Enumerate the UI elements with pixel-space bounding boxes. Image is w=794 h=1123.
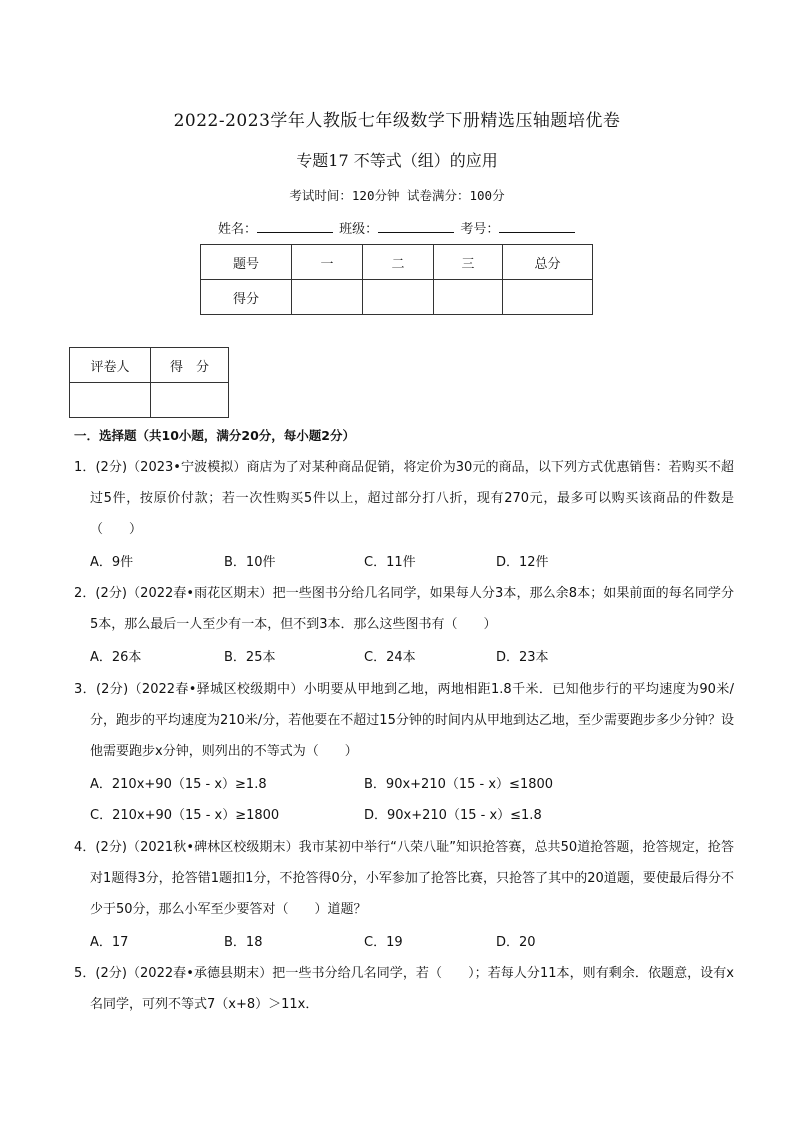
number-field[interactable] [499, 220, 575, 233]
option-d[interactable]: D．23本 [496, 650, 549, 665]
score-header-cell: 二 [363, 245, 434, 280]
score-cell[interactable] [292, 280, 363, 315]
question-2 [74, 578, 734, 671]
option-a[interactable]: A．210x+90（15 - x）≥1.8 [90, 777, 267, 792]
question-options [74, 767, 734, 798]
grader-header-cell: 得 分 [151, 348, 229, 383]
score-row-label: 得分 [201, 280, 292, 315]
option-a[interactable]: A．9件 [90, 555, 134, 570]
option-d[interactable]: D．12件 [496, 555, 549, 570]
grader-row [70, 383, 229, 418]
score-header-cell: 题号 [201, 245, 292, 280]
option-d[interactable]: D．20 [496, 935, 536, 950]
option-c[interactable]: C．19 [364, 935, 403, 950]
option-c[interactable]: C．24本 [364, 650, 416, 665]
exam-info: 考试时间：120分钟 试卷满分：100分 [289, 188, 505, 203]
grader-header-row [70, 348, 229, 383]
option-a[interactable]: A．17 [90, 935, 129, 950]
option-b[interactable]: B．10件 [224, 555, 276, 570]
question-text: 2．(2分)（2022春•雨花区期末）把一些图书分给几名同学，如果每人分3本，那么余8本；如果前面的每名同学分5本，那么最后一人至少有一本，但不到3本．那么这些图书有（ ） [74, 586, 734, 632]
class-field[interactable] [378, 220, 454, 233]
score-table-row [201, 280, 593, 315]
option-a[interactable]: A．26本 [90, 650, 142, 665]
section-heading: 一．选择题（共10小题，满分20分，每小题2分） [74, 428, 355, 443]
question-options [74, 545, 734, 576]
score-cell[interactable] [363, 280, 434, 315]
grader-cell[interactable] [70, 383, 151, 418]
score-cell[interactable] [434, 280, 503, 315]
document-title: 2022-2023学年人教版七年级数学下册精选压轴题培优卷 [173, 111, 621, 131]
document-subtitle: 专题17 不等式（组）的应用 [296, 151, 498, 170]
grader-cell[interactable] [151, 383, 229, 418]
question-text: 4．(2分)（2021秋•碑林区校级期末）我市某初中举行“八荣八耻”知识抢答赛，总共50道抢答题，抢答规定，抢答对1题得3分，抢答错1题扣1分，不抢答得0分，小军参加了抢答比赛，只抢答了其中的20道题，要使最后得分不少于50分，那么小军至少要答对（ ）道题？ [74, 840, 734, 917]
question-options [74, 925, 734, 956]
question-options [74, 640, 734, 671]
score-cell[interactable] [503, 280, 593, 315]
question-3 [74, 674, 734, 829]
student-info [218, 218, 577, 237]
score-header-cell: 三 [434, 245, 503, 280]
number-label: 考号： [460, 222, 500, 237]
class-label: 班级： [339, 222, 379, 237]
grader-table [69, 347, 229, 418]
option-c[interactable]: C．11件 [364, 555, 416, 570]
score-table [200, 244, 593, 315]
question-4 [74, 832, 734, 956]
question-text: 5．(2分)（2022春•承德县期末）把一些书分给几名同学，若（ ）；若每人分11本，则有剩余．依题意，设有x名同学，可列不等式7（x+8）＞11x． [74, 966, 734, 1012]
option-d[interactable]: D．90x+210（15 - x）≤1.8 [364, 808, 542, 823]
question-text: 3．(2分)（2022春•驿城区校级期中）小明要从甲地到乙地，两地相距1.8千米．已知他步行的平均速度为90米/分，跑步的平均速度为210米/分，若他要在不超过15分钟的时间内从甲地到达乙地，至少需要跑步多少分钟？设他需要跑步x分钟，则列出的不等式为（ ） [74, 682, 734, 759]
option-b[interactable]: B．18 [224, 935, 263, 950]
score-header-cell: 一 [292, 245, 363, 280]
option-b[interactable]: B．25本 [224, 650, 276, 665]
name-label: 姓名： [218, 222, 258, 237]
grader-header-cell: 评卷人 [70, 348, 151, 383]
question-options [74, 798, 734, 829]
score-header-cell: 总分 [503, 245, 593, 280]
option-b[interactable]: B．90x+210（15 - x）≤1800 [364, 777, 554, 792]
question-text: 1．(2分)（2023•宁波模拟）商店为了对某种商品促销，将定价为30元的商品，以下列方式优惠销售：若购买不超过5件，按原价付款；若一次性购买5件以上，超过部分打八折，现有270元，最多可以购买该商品的件数是（ ） [74, 460, 734, 537]
question-5 [74, 958, 734, 1020]
name-field[interactable] [257, 220, 333, 233]
question-1 [74, 452, 734, 576]
score-table-header-row [201, 245, 593, 280]
option-c[interactable]: C．210x+90（15 - x）≥1800 [90, 808, 280, 823]
